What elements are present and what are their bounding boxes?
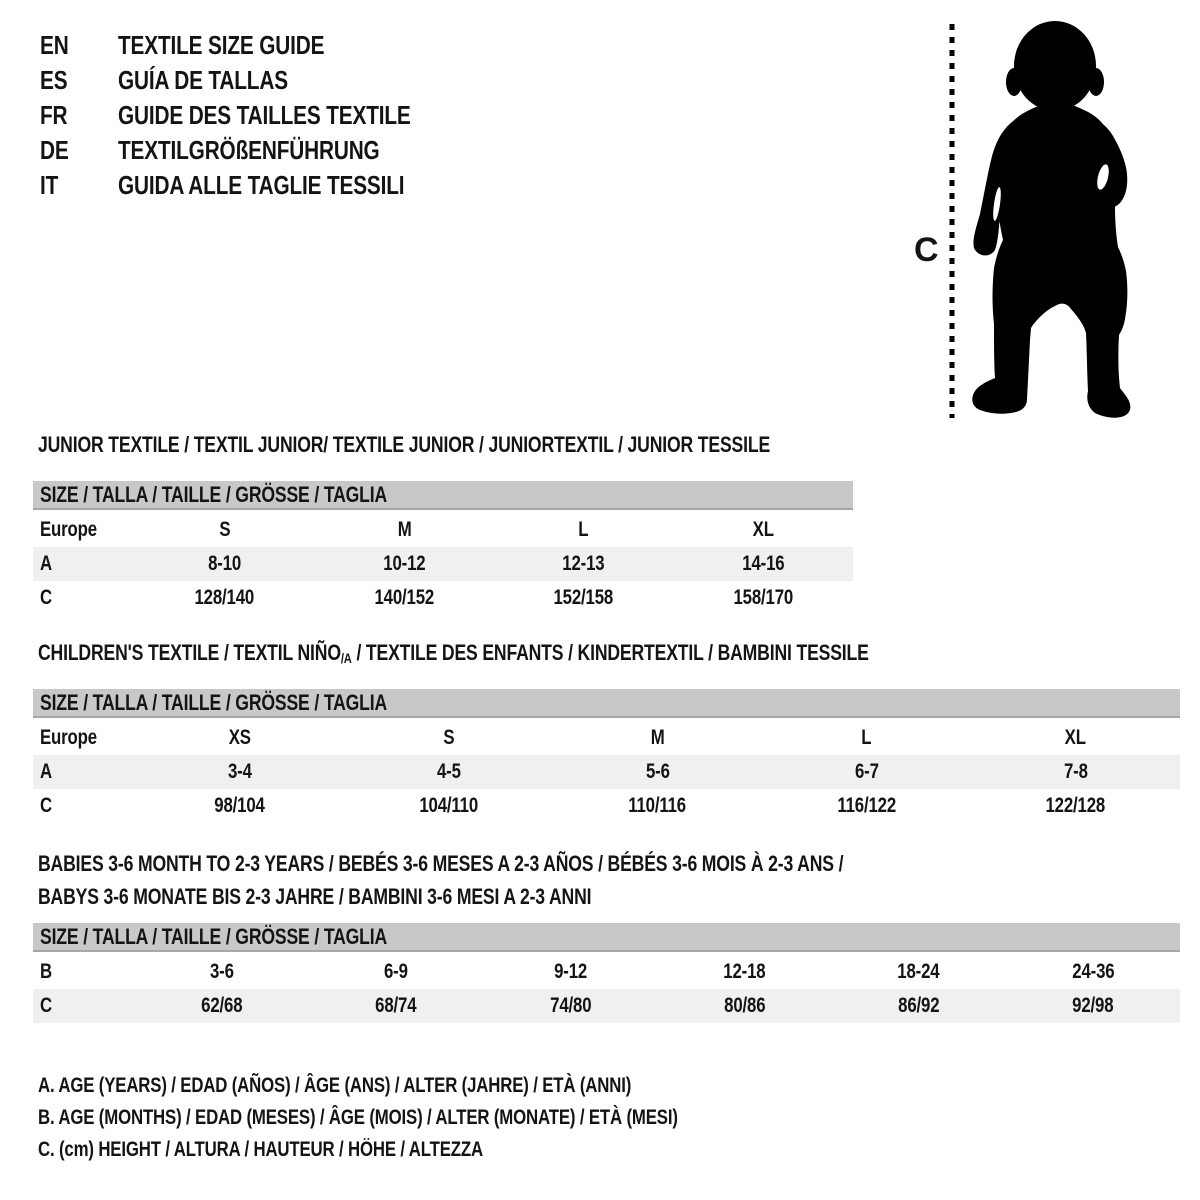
junior-size-table xyxy=(33,481,853,615)
legend-line-c: C. (cm) HEIGHT / ALTURA / HAUTEUR / HÖHE / ALTEZZA xyxy=(38,1138,483,1161)
language-code: DE xyxy=(40,135,69,165)
size-row-c xyxy=(33,789,1180,823)
babies-title-line2: BABYS 3-6 MONATE BIS 2-3 JAHRE / BAMBINI 3-6 MESI A 2-3 ANNI xyxy=(38,884,592,909)
size-cell: 98/104 xyxy=(214,794,265,817)
size-cell: 128/140 xyxy=(194,586,255,609)
babies-title-line1: BABIES 3-6 MONTH TO 2-3 YEARS / BEBÉS 3-6 MESES A 2-3 AÑOS / BÉBÉS 3-6 MOIS À 2-3 ANS / xyxy=(38,851,844,876)
size-cell: 122/128 xyxy=(1045,794,1106,817)
size-cell: 86/92 xyxy=(898,994,940,1017)
size-cell: 62/68 xyxy=(201,994,243,1017)
size-cell: 74/80 xyxy=(549,994,592,1017)
size-cell: 18-24 xyxy=(897,960,940,983)
legend-line-b: B. AGE (MONTHS) / EDAD (MESES) / ÂGE (MOIS) / ALTER (MONATE) / ETÀ (MESI) xyxy=(38,1106,678,1129)
size-cell: L xyxy=(578,518,589,541)
language-code: EN xyxy=(40,30,69,60)
size-cell: 3-6 xyxy=(210,960,234,983)
size-cell: 110/116 xyxy=(628,794,687,817)
size-cell: 12-18 xyxy=(723,960,766,983)
size-cell: 80/86 xyxy=(723,994,766,1017)
toddler-right-ear xyxy=(1088,68,1104,96)
size-cell: 152/158 xyxy=(553,586,614,609)
size-row-a xyxy=(33,755,1180,789)
language-row-fr xyxy=(40,98,484,133)
size-row-c xyxy=(33,989,1180,1023)
row-label: C xyxy=(40,586,52,609)
children-size-table xyxy=(33,689,1180,823)
language-title: GUIDA ALLE TAGLIE TESSILI xyxy=(118,170,405,200)
size-cell: 6-9 xyxy=(384,960,409,983)
size-cell: 5-6 xyxy=(645,760,670,783)
height-label-c: C xyxy=(914,231,939,269)
size-row-europe xyxy=(33,721,1180,755)
size-cell: XL xyxy=(1064,726,1087,749)
size-cell: 8-10 xyxy=(208,552,242,575)
size-cell: XL xyxy=(752,518,774,541)
language-list xyxy=(40,28,484,203)
size-cell: 14-16 xyxy=(742,552,785,575)
toddler-silhouette-graphic xyxy=(900,14,1145,426)
size-cell: 158/170 xyxy=(733,586,794,609)
row-label: Europe xyxy=(40,726,97,749)
size-cell: 3-4 xyxy=(227,760,252,783)
language-title: GUÍA DE TALLAS xyxy=(118,65,288,95)
section-title-babies xyxy=(38,847,1045,913)
size-cell: 116/122 xyxy=(837,794,896,817)
row-label: Europe xyxy=(40,518,97,541)
language-row-en xyxy=(40,28,484,63)
size-cell: 12-13 xyxy=(562,552,605,575)
size-cell: 24-36 xyxy=(1071,960,1115,983)
language-code: IT xyxy=(40,170,59,200)
row-label: B xyxy=(40,960,52,983)
toddler-head xyxy=(1014,21,1096,111)
size-header-bar: SIZE / TALLA / TAILLE / GRÖSSE / TAGLIA xyxy=(33,689,1180,718)
size-cell: 92/98 xyxy=(1072,994,1114,1017)
language-title: TEXTILE SIZE GUIDE xyxy=(118,30,325,60)
legend xyxy=(38,1070,838,1166)
size-header-bar: SIZE / TALLA / TAILLE / GRÖSSE / TAGLIA xyxy=(33,481,853,510)
size-row-b xyxy=(33,955,1180,989)
nino-a-subscript: /A xyxy=(340,650,352,666)
section-title-children: CHILDREN'S TEXTILE / TEXTIL NIÑO/A / TEXTILE DES ENFANTS / KINDERTEXTIL / BAMBINI TESSILE xyxy=(38,640,869,666)
row-label: C xyxy=(40,794,52,817)
size-cell: 9-12 xyxy=(553,960,587,983)
size-row-europe xyxy=(33,513,853,547)
size-cell: 104/110 xyxy=(419,794,478,817)
section-title-junior: JUNIOR TEXTILE / TEXTIL JUNIOR/ TEXTILE JUNIOR / JUNIORTEXTIL / JUNIOR TESSILE xyxy=(38,432,771,457)
size-cell: M xyxy=(397,518,412,541)
legend-line-a: A. AGE (YEARS) / EDAD (AÑOS) / ÂGE (ANS) / ALTER (JAHRE) / ETÀ (ANNI) xyxy=(38,1074,632,1097)
size-cell: 140/152 xyxy=(374,586,435,609)
size-row-a xyxy=(33,547,853,581)
size-cell: M xyxy=(650,726,665,749)
row-label: A xyxy=(40,760,52,783)
size-cell: XS xyxy=(228,726,251,749)
language-title: TEXTILGRÖßENFÜHRUNG xyxy=(118,135,380,165)
language-code: FR xyxy=(40,100,68,130)
language-title: GUIDE DES TAILLES TEXTILE xyxy=(118,100,411,130)
language-row-de xyxy=(40,133,484,168)
language-row-es xyxy=(40,63,484,98)
size-cell: 6-7 xyxy=(854,760,879,783)
size-cell: 7-8 xyxy=(1063,760,1088,783)
toddler-left-ear xyxy=(1006,68,1022,96)
size-cell: S xyxy=(442,726,455,749)
babies-size-table xyxy=(33,923,1180,1023)
size-cell: 68/74 xyxy=(375,994,417,1017)
language-code: ES xyxy=(40,65,68,95)
size-cell: 10-12 xyxy=(383,552,426,575)
size-cell: S xyxy=(219,518,231,541)
row-label: C xyxy=(40,994,52,1017)
size-header-bar: SIZE / TALLA / TAILLE / GRÖSSE / TAGLIA xyxy=(33,923,1180,952)
size-cell: 4-5 xyxy=(436,760,461,783)
language-row-it xyxy=(40,168,484,203)
size-row-c xyxy=(33,581,853,615)
row-label: A xyxy=(40,552,52,575)
size-cell: L xyxy=(861,726,872,749)
